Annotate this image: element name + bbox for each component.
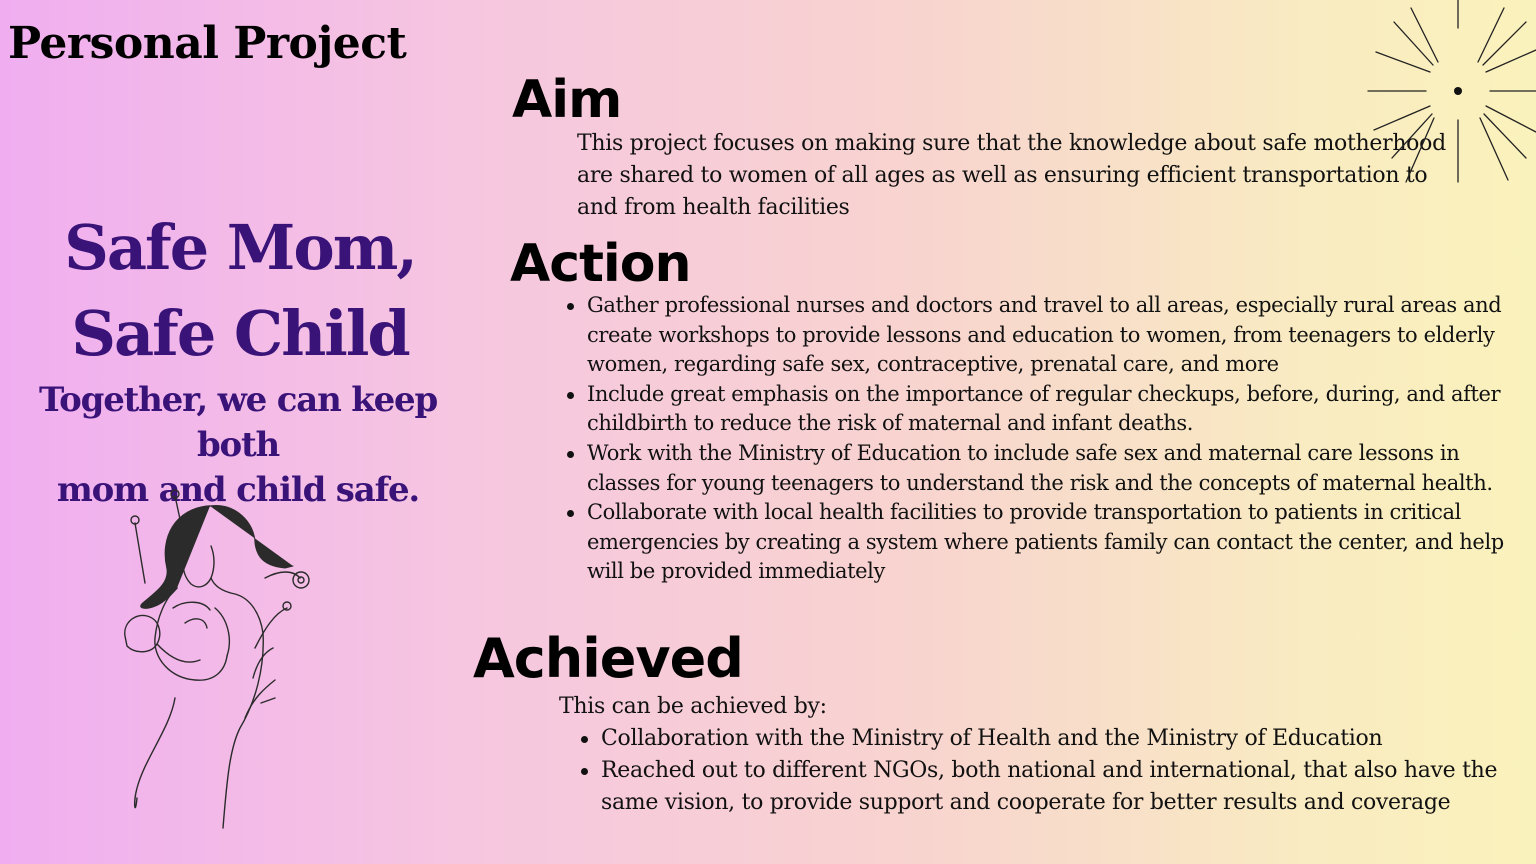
campaign-title-line1: Safe Mom, — [64, 211, 416, 284]
action-item: Include great emphasis on the importance of regular checkups, before, during, and after childbirth to reduce the risk of maternal and infant deaths. — [567, 380, 1512, 439]
achieved-intro: This can be achieved by: — [559, 694, 827, 719]
action-item: Gather professional nurses and doctors and travel to all areas, especially rural areas and create workshops to provide lessons and education to women, from teenagers to elderly women, regarding safe sex, contraceptive, prenatal care, and more — [567, 291, 1512, 380]
achieved-item: Collaboration with the Ministry of Health and the Ministry of Education — [581, 723, 1521, 755]
campaign-tagline-line2: mom and child safe. — [56, 470, 420, 510]
slide-label: Personal Project — [8, 18, 407, 69]
campaign-title — [20, 205, 460, 377]
campaign-tagline-line1: Together, we can keep both — [38, 380, 438, 465]
sunburst-icon — [1366, 0, 1536, 185]
aim-heading: Aim — [512, 70, 622, 130]
campaign-title-line2: Safe Child — [71, 297, 409, 370]
action-item: Work with the Ministry of Education to include safe sex and maternal care lessons in classes for young teenagers to understand the risk and the concepts of maternal health. — [567, 439, 1512, 498]
action-list — [567, 291, 1512, 587]
aim-text: This project focuses on making sure that the knowledge about safe motherhood are shared to women of all ages as well as ensuring efficient transportation to and from health facilities — [577, 131, 1446, 220]
action-item: Collaborate with local health facilities to provide transportation to patients in critical emergencies by creating a system where patients family can contact the center, and help will be provided immediately — [567, 498, 1512, 587]
mother-and-baby-illustration — [115, 488, 325, 833]
action-heading: Action — [510, 234, 691, 294]
achieved-heading: Achieved — [473, 627, 743, 690]
achieved-item: Reached out to different NGOs, both national and international, that also have the same vision, to provide support and cooperate for better results and coverage — [581, 755, 1521, 819]
achieved-list — [581, 723, 1521, 819]
